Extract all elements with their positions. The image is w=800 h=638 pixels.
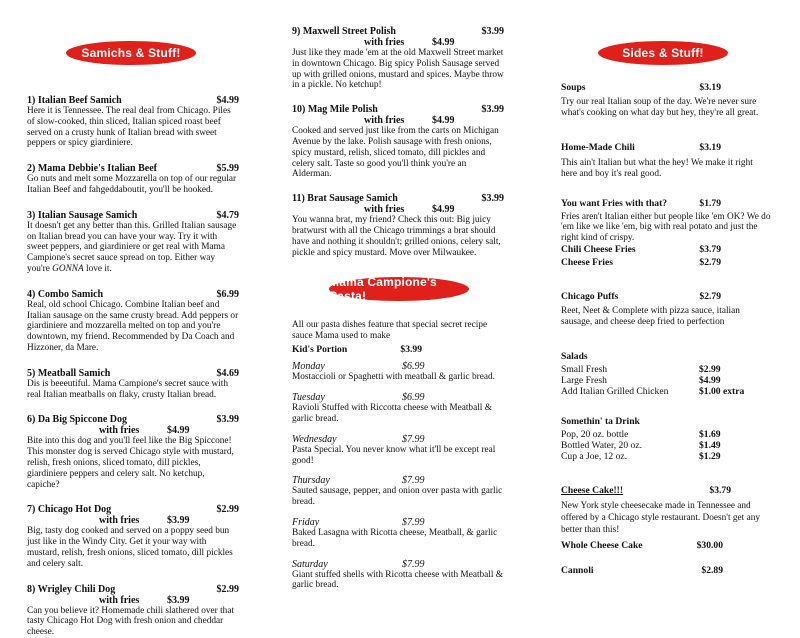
kids-portion	[292, 345, 422, 356]
pasta-day-header	[292, 392, 504, 403]
puffs-desc: Reet, Neet & Complete with pizza sauce, italian sausage, and cheese deep fried to perfection	[561, 306, 740, 328]
menu-item-header	[27, 584, 239, 595]
pasta-day-header	[292, 361, 504, 372]
drink-water-name: Bottled Water, 20 oz.	[561, 440, 642, 452]
menu-item-header	[292, 104, 504, 115]
menu-item-name: 5) Meatball Samich	[27, 367, 111, 379]
cannoli-price: $2.89	[701, 565, 723, 577]
pasta-day-desc: Baked Lasagna with Ricotta cheese, Meatball, & garlic bread.	[292, 527, 498, 549]
drinks-list	[561, 430, 759, 462]
menu-item-header	[27, 414, 239, 425]
heading-pasta: Mama Campione's Pasta!	[329, 277, 469, 301]
menu-item-desc: Bite into this dog and you'll feel like the Big Spiccone! This monster dog is served Chicago style with mustard, relish, fresh onions, sliced tomato, dill pickles, giardiniere peppers and celery salt. No ketchup, capiche?	[27, 436, 234, 490]
pasta-section	[292, 320, 504, 591]
pasta-day-desc: Mostaccioli or Spaghetti with meatball & garlic bread.	[292, 372, 495, 383]
menu-item-desc: Big, tasty dog cooked and served on a poppy seed bun just like in the Windy City. Get it your way with mustard, relish, fresh onions, sliced tomato, dill pickles and celery salt.	[27, 526, 233, 569]
puffs-name: Chicago Puffs	[561, 290, 619, 302]
with-fries-label: with fries	[99, 594, 140, 606]
menu-item-price: $3.99	[481, 26, 504, 37]
menu-item-name: 3) Italian Sausage Samich	[27, 209, 138, 221]
menu-item-name: 1) Italian Beef Samich	[27, 95, 122, 106]
with-fries-row	[27, 595, 239, 606]
pasta-day-header	[292, 559, 504, 570]
menu-item	[27, 163, 239, 196]
drink-pop-name: Pop, 20 oz. bottle	[561, 429, 629, 441]
drinks-header: Somethin' ta Drink	[561, 416, 640, 428]
salad-small-price: $2.99	[699, 363, 721, 375]
menu-item-desc: Can you believe it? Homemade chili slathered over that tasty Chicago Hot Dog with fresh onion and cheddar cheese.	[27, 605, 235, 638]
whole-cheesecake-price: $30.00	[696, 539, 723, 551]
menu-item-price: $3.99	[216, 414, 239, 426]
fries-desc: Fries aren't Italian either but people like 'em OK? We do 'em like we like 'em, big with real potato and just the right kind of crispy.	[561, 211, 771, 244]
pasta-day	[292, 517, 504, 550]
menu-item-name: 6) Da Big Spiccone Dog	[27, 414, 127, 426]
with-fries-row	[292, 204, 504, 215]
pasta-day-desc: Sauted sausage, pepper, and onion over pasta with garlic bread.	[292, 486, 503, 508]
menu-item-desc: You wanna brat, my friend? Check this out: Big juicy bratwurst with all the Chicago trimmings a brat should have and nothing it shouldn't; grilled onions, celery salt, pickle and spicy mustard. Move over Milwaukee.	[292, 215, 501, 258]
with-fries-label: with fries	[364, 37, 405, 48]
pasta-day-name: Monday	[292, 361, 325, 373]
menu-item-price: $4.99	[216, 95, 239, 106]
drink-water-price: $1.49	[699, 440, 721, 452]
salads-list	[561, 365, 759, 397]
cheesecake-desc: New York style cheesecake made in Tennessee and offered by a Chicago style restaurant. Doesn't get any better than this!	[561, 500, 760, 535]
drink-coffee-name: Cup a Joe, 12 oz.	[561, 450, 628, 462]
chili-cheese-fries-price: $3.79	[699, 243, 721, 255]
menu-item-header	[27, 163, 239, 174]
with-fries-row	[292, 115, 504, 126]
whole-cheesecake	[561, 541, 723, 552]
pasta-day	[292, 392, 504, 425]
menu-item	[27, 584, 239, 638]
cheesecake-name: Cheese Cake!!!	[561, 484, 624, 496]
menu-item	[27, 414, 239, 490]
pasta-day-header	[292, 475, 504, 486]
menu-item-price: $5.99	[216, 163, 239, 175]
fries-name: You want Fries with that?	[561, 197, 668, 209]
menu-item-name: 9) Maxwell Street Polish	[292, 26, 396, 37]
soups-header	[561, 83, 721, 94]
pasta-day	[292, 475, 504, 508]
pasta-intro: All our pasta dishes feature that special secret recipe sauce Mama used to make	[292, 320, 488, 341]
menu-item-desc: Dis is beeeutiful. Mama Campione's secret sauce with real Italian meatballs on flaky, crusty Italian bread.	[27, 378, 228, 400]
menu-item-name: 7) Chicago Hot Dog	[27, 504, 112, 516]
with-fries-price: $4.99	[432, 115, 455, 127]
pasta-day-name: Thursday	[292, 475, 330, 487]
menu-item	[27, 210, 239, 275]
menu-item	[27, 289, 239, 354]
menu-item-price: $3.99	[481, 193, 504, 205]
with-fries-price: $3.99	[167, 515, 190, 527]
puffs-price: $2.79	[699, 290, 721, 302]
soups-name: Soups	[561, 82, 586, 93]
soups-price: $3.19	[699, 82, 721, 93]
salads-header: Salads	[561, 350, 588, 362]
menu-item	[27, 504, 239, 569]
menu-item-name: 11) Brat Sausage Samich	[292, 193, 398, 205]
pasta-day-price: $7.99	[402, 558, 425, 570]
chili-cheese-fries	[561, 245, 721, 256]
menu-item-desc: Just like they made 'em at the old Maxwell Street market in downtown Chicago. Big spicy Polish Sausage served up with grilled onions, mustard and spices. Maybe throw in a pickle. No ketchup!	[292, 48, 504, 91]
menu-item-header	[27, 368, 239, 379]
sides-column	[561, 83, 771, 577]
with-fries-row	[27, 425, 239, 436]
pasta-day-header	[292, 517, 504, 528]
chili-cheese-fries-name: Chili Cheese Fries	[561, 243, 636, 255]
pasta-day-price: $7.99	[402, 475, 425, 487]
cannoli-name: Cannoli	[561, 565, 594, 577]
menu-item-price: $4.79	[216, 209, 239, 221]
with-fries-price: $4.99	[432, 204, 455, 216]
pasta-day-name: Wednesday	[292, 433, 337, 445]
fries-header	[561, 199, 721, 210]
kids-portion-label: Kid's Portion	[292, 343, 348, 355]
salad-chicken-name: Add Italian Grilled Chicken	[561, 385, 669, 397]
pasta-day-header	[292, 434, 504, 445]
with-fries-row	[292, 37, 504, 48]
menu-item-desc: Real, old school Chicago. Combine Italian beef and Italian sausage on the same crusty bread. Add peppers or giardiniere and mozzarella melted on top and you're downtown, my friend. Recommended by Da Coach and Hizzoner, da Mare.	[27, 299, 239, 353]
pasta-day-desc: Pasta Special. You never know what it'll be except real good!	[292, 444, 496, 466]
salad-large-name: Large Fresh	[561, 374, 607, 386]
pasta-day	[292, 361, 504, 383]
cheese-fries-name: Cheese Fries	[561, 256, 613, 268]
salad-large-price: $4.99	[699, 374, 721, 386]
samiches-column	[27, 95, 239, 638]
heading-samiches: Samichs & Stuff!	[66, 41, 196, 65]
salad-chicken-price: $1.00 extra	[699, 385, 745, 397]
puffs-header	[561, 292, 721, 303]
pasta-day	[292, 559, 504, 592]
with-fries-label: with fries	[99, 515, 140, 527]
pasta-day-price: $6.99	[402, 392, 425, 404]
menu-item-header	[27, 210, 239, 221]
pasta-day	[292, 434, 504, 467]
chili-price: $3.19	[699, 142, 721, 154]
pasta-day-desc: Giant stuffed shells with Ricotta cheese with Meatball & garlic bread.	[292, 569, 504, 591]
pasta-day-price: $7.99	[402, 433, 425, 445]
soups-desc: Try our real Italian soup of the day. We're never sure what's cooking on what day but hey, they're all great.	[561, 96, 759, 118]
menu-item-header	[292, 193, 504, 204]
pasta-day-price: $6.99	[402, 361, 425, 373]
with-fries-label: with fries	[364, 204, 405, 216]
menu-item-price: $3.99	[481, 104, 504, 116]
drink-pop-price: $1.69	[699, 429, 721, 441]
menu-item-desc: Cooked and served just like from the carts on Michigan Avenue by the lake. Polish sausage with fresh onions, spicy mustard, relish, sliced tomato, dill pickles and celery salt. Taste so good you'll think you're an Alderman.	[292, 126, 499, 180]
menu-item-price: $4.69	[216, 367, 239, 379]
cheese-fries	[561, 258, 721, 269]
pasta-day-name: Saturday	[292, 558, 328, 570]
with-fries-label: with fries	[364, 115, 405, 127]
chili-name: Home-Made Chili	[561, 142, 635, 154]
kids-portion-price: $3.99	[400, 343, 422, 355]
menu-item-price: $2.99	[216, 583, 239, 595]
menu-item-header	[27, 289, 239, 300]
menu-item-name: 2) Mama Debbie's Italian Beef	[27, 163, 157, 175]
heading-sides: Sides & Stuff!	[598, 41, 728, 65]
drink-coffee-price: $1.29	[699, 450, 721, 462]
menu-item	[27, 95, 239, 149]
cheesecake-header	[561, 486, 731, 497]
pasta-day-desc: Ravioli Stuffed with Riccotta cheese with Meatball & garlic bread.	[292, 403, 492, 424]
menu-item	[292, 193, 504, 258]
cheesecake-price: $3.79	[709, 484, 731, 496]
pasta-day-name: Friday	[292, 516, 320, 528]
with-fries-label: with fries	[99, 425, 140, 437]
pasta-day-price: $7.99	[402, 516, 425, 528]
cheese-fries-price: $2.79	[699, 256, 721, 268]
salad-small-name: Small Fresh	[561, 363, 608, 375]
more-samiches-column	[292, 26, 504, 258]
fries-price: $1.79	[699, 197, 721, 209]
menu-item	[27, 368, 239, 401]
with-fries-price: $4.99	[432, 37, 455, 48]
menu-item-header	[292, 26, 504, 37]
menu-item-desc: Go nuts and melt some Mozzarella on top of our regular Italian Beef and fahgeddaboutit, you'll be hooked.	[27, 174, 237, 195]
menu-item-name: 4) Combo Samich	[27, 288, 104, 300]
menu-item-desc: It doesn't get any better than this. Grilled Italian sausage on Italian bread you can have your way. Try it with sweet peppers, and giardiniere or get real with Mama Campione's secret sauce spread on top. Either way you're GONNA love it.	[27, 220, 237, 274]
pasta-day-name: Tuesday	[292, 392, 325, 404]
menu-item	[292, 104, 504, 180]
with-fries-price: $3.99	[167, 594, 190, 606]
menu-item-desc: Here it is Tennessee. The real deal from Chicago. Piles of slow-cooked, thin sliced, Italian spiced roast beef served on a crusty hunk of Italian bread with sweet peppers or spicy giardiniere.	[27, 106, 231, 149]
with-fries-price: $4.99	[167, 425, 190, 437]
chili-desc: This ain't Italian but what the hey! We make it right here and boy it's real good.	[561, 158, 753, 179]
cannoli	[561, 566, 723, 577]
menu-item-price: $2.99	[216, 504, 239, 516]
chili-header	[561, 143, 721, 154]
menu-item-header	[27, 95, 239, 106]
menu-item	[292, 26, 504, 91]
whole-cheesecake-name: Whole Cheese Cake	[561, 539, 643, 551]
menu-item-header	[27, 504, 239, 515]
with-fries-row	[27, 515, 239, 526]
menu-item-name: 10) Mag Mile Polish	[292, 104, 378, 116]
menu-item-price: $6.99	[216, 288, 239, 300]
menu-item-name: 8) Wrigley Chili Dog	[27, 583, 116, 595]
